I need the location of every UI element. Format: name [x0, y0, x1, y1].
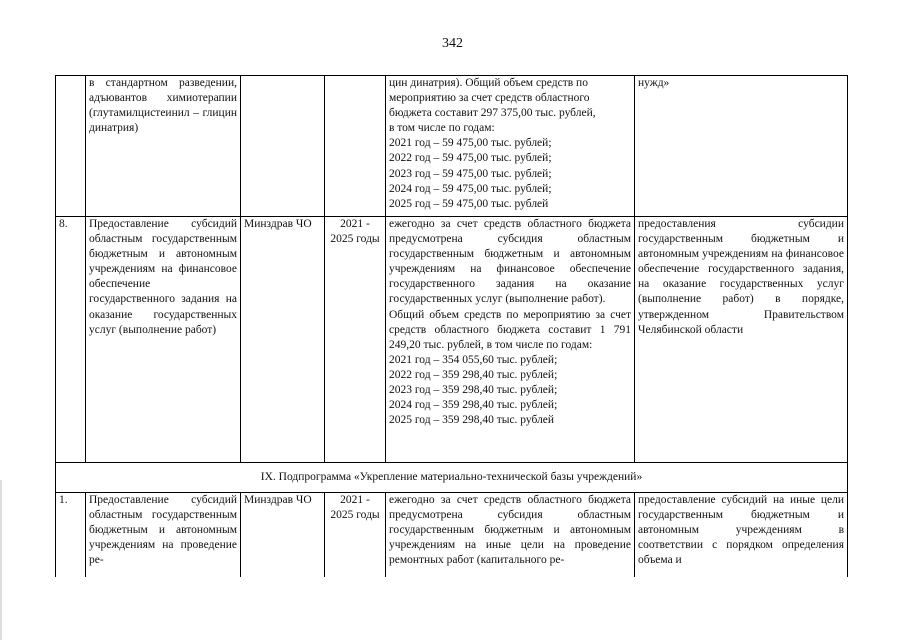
cell-name: в стандартном разведении, адъювантов химиотерапии (глутамилцистеинил – глицин динатрия) [86, 76, 241, 217]
cell-executor: Минздрав ЧО [241, 217, 325, 463]
cell-num: 8. [56, 217, 86, 463]
cell-num: 1. [56, 493, 86, 577]
cell-result: предоставление субсидий на иные цели государственным бюджетным и автономным учреждениям в соответствии с порядком определения объема и [635, 493, 848, 577]
table-row [56, 493, 848, 577]
cell-description [386, 76, 635, 217]
cell-executor [241, 76, 325, 217]
scan-edge-shadow [0, 480, 2, 640]
cell-period [325, 76, 386, 217]
page-number: 342 [442, 36, 463, 51]
cell-description: ежегодно за счет средств областного бюджета предусмотрена субсидия областным государственным бюджетным и автономным учреждениям на иные цели на проведение ремонтных работ (капитального ре- [386, 493, 635, 577]
description-line: 2021 год – 59 475,00 тыс. рублей; [389, 137, 552, 150]
description-line: 2021 год – 354 055,60 тыс. рублей; [389, 353, 558, 366]
table-row [56, 76, 848, 217]
cell-period: 2021 - 2025 годы [325, 493, 386, 577]
section-heading-row [56, 463, 848, 493]
description-line: 2025 год – 59 475,00 тыс. рублей [389, 197, 549, 210]
description-line: цин динатрия). Общий объем средств по [389, 77, 588, 89]
description-line: 2025 год – 359 298,40 тыс. рублей [389, 414, 555, 427]
cell-period: 2021 - 2025 годы [325, 217, 386, 463]
program-table [55, 75, 848, 577]
description-line: 2022 год – 359 298,40 тыс. рублей; [389, 368, 558, 381]
description-line: 2023 год – 359 298,40 тыс. рублей; [389, 384, 558, 397]
cell-num [56, 76, 86, 217]
description-text: ежегодно за счет средств областного бюджета предусмотрена субсидия областным государственным бюджетным и автономным учреждениям на финансовое обеспечение государственного задания на оказание государственных услуг (выполнение работ). [389, 218, 631, 306]
cell-result: предоставления субсидии государственным бюджетным и автономным учреждениям на финансовое обеспечение государственного задания, на оказание государственных услуг (выполнение работ) в порядке, утвержденном Правительством Челябинской области [635, 217, 848, 463]
cell-result: нужд» [635, 76, 848, 217]
description-line: мероприятию за счет средств областного [389, 92, 590, 105]
section-title: IX. Подпрограмма «Укрепление материально-технической базы учреждений» [56, 463, 848, 493]
table-row [56, 217, 848, 463]
description-line: 2024 год – 359 298,40 тыс. рублей; [389, 399, 558, 412]
description-line: бюджета составит 297 375,00 тыс. рублей, [389, 107, 596, 120]
description-line: в том числе по годам: [389, 122, 495, 135]
description-line: 2023 год – 59 475,00 тыс. рублей; [389, 167, 552, 180]
description-text-2: Общий объем средств по мероприятию за счет средств областного бюджета составит 1 791 249,20 тыс. рублей, в том числе по годам: [389, 308, 631, 351]
description-line: 2022 год – 59 475,00 тыс. рублей; [389, 152, 552, 165]
cell-executor: Минздрав ЧО [241, 493, 325, 577]
cell-name: Предоставление субсидий областным государственным бюджетным и автономным учреждениям на проведение ре- [86, 493, 241, 577]
cell-description [386, 217, 635, 463]
cell-name: Предоставление субсидий областным государственным бюджетным и автономным учреждениям на финансовое обеспечение государственного задания на оказание государственных услуг (выполнение работ) [86, 217, 241, 463]
description-line: 2024 год – 59 475,00 тыс. рублей; [389, 182, 552, 195]
